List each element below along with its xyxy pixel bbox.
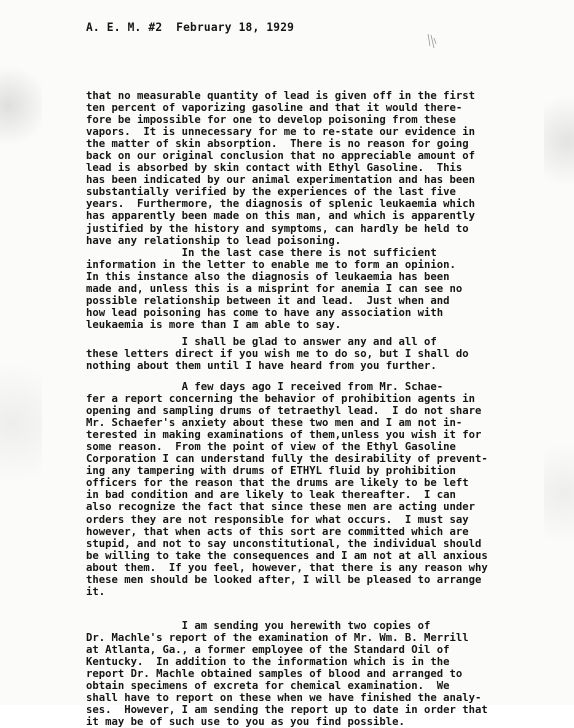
text-line: substantially verified by the experiences of the last five: [86, 186, 456, 199]
text-line: information in the letter to enable me to form an opinion.: [86, 259, 456, 272]
text-line: report Dr. Machle obtained samples of blood and arranged to: [86, 668, 463, 681]
text-line: I am sending you herewith two copies of: [86, 620, 431, 632]
text-line: possible relationship between it and lead. Just when and: [86, 295, 450, 308]
text-line: that no measurable quantity of lead is given off in the first: [86, 90, 476, 102]
text-line: the matter of skin absorption. There is no reason for going: [86, 138, 469, 151]
text-line: it.: [86, 585, 106, 598]
text-line: In the last case there is not sufficient: [86, 247, 437, 259]
text-line: Dr. Machle's report of the examination of Mr. Wm. B. Merrill: [86, 632, 469, 645]
text-line: orders they are not responsible for what occurs. I must say: [86, 513, 469, 526]
paragraph-prohibition-agents: [86, 381, 526, 598]
text-line: however, that when acts of this sort are committed which are: [86, 525, 469, 538]
text-line: ing any tampering with drums of ETHYL fluid by prohibition: [86, 465, 456, 478]
text-line: opening and sampling drums of tetraethyl lead. I do not share: [86, 405, 482, 418]
text-line: about them. If you feel, however, that there is any reason why: [86, 561, 488, 574]
text-line: Mr. Schaefer's anxiety about these two men and I am not in-: [86, 417, 463, 430]
paragraph-skin-absorption: [86, 90, 526, 247]
scan-shading-left: [0, 0, 42, 705]
text-line: these men should be looked after, I will be pleased to arrange: [86, 573, 482, 586]
text-line: some reason. From the point of view of the Ethyl Gasoline: [86, 441, 456, 454]
text-line: A few days ago I received from Mr. Schae-: [86, 381, 444, 393]
text-line: justified by the history and symptoms, can hardly be held to: [86, 222, 469, 235]
paragraph-machle-report: [86, 620, 526, 728]
text-line: has apparently been made on this man, and which is apparently: [86, 210, 476, 223]
text-line: made and, unless this is a misprint for anemia I can see no: [86, 283, 463, 296]
text-line: leukaemia is more than I am able to say.: [86, 319, 342, 332]
text-line: have any relationship to lead poisoning.: [86, 234, 342, 247]
text-line: also recognize the fact that since these men are acting under: [86, 501, 476, 514]
paragraph-answer-letters: [86, 336, 526, 372]
text-line: these letters direct if you wish me to do so, but I shall do: [86, 348, 469, 361]
text-line: terested in making examinations of them,unless you wish it for: [86, 429, 482, 442]
text-line: Corporation I can understand fully the desirability of prevent-: [86, 453, 488, 466]
text-line: years. Furthermore, the diagnosis of splenic leukaemia which: [86, 198, 476, 211]
text-line: fer a report concerning the behavior of prohibition agents in: [86, 393, 476, 406]
text-line: obtain specimens of excreta for chemical examination. We: [86, 680, 450, 693]
scan-shading-right: [544, 0, 574, 705]
text-line: at Atlanta, Ga., a former employee of the Standard Oil of: [86, 644, 450, 657]
text-line: I shall be glad to answer any and all of: [86, 336, 437, 348]
page-header: A. E. M. #2 February 18, 1929: [86, 21, 295, 34]
pencil-mark-icon: [425, 32, 439, 50]
text-line: it may be of such use to you as you find possible.: [86, 716, 405, 728]
text-line: be willing to take the consequences and I am not at all anxious: [86, 549, 488, 562]
text-line: stupid, and not to say unconstitutional, the individual should: [86, 537, 482, 550]
text-line: back on our original conclusion that no appreciable amount of: [86, 150, 476, 163]
text-line: In this instance also the diagnosis of leukaemia has been: [86, 271, 450, 284]
text-line: shall have to report on these when we have finished the analy-: [86, 692, 482, 705]
text-line: has been indicated by our animal experimentation and has been: [86, 174, 476, 187]
text-line: lead is absorbed by skin contact with Ethyl Gasoline. This: [86, 162, 463, 175]
text-line: ten percent of vaporizing gasoline and that it would there-: [86, 102, 463, 115]
text-line: Kentucky. In addition to the information which is in the: [86, 656, 450, 669]
text-line: ses. However, I am sending the report up to date in order that: [86, 704, 488, 717]
text-line: in bad condition and are likely to leak thereafter. I can: [86, 489, 456, 502]
text-line: nothing about them until I have heard from you further.: [86, 360, 437, 373]
paragraph-leukaemia-case: [86, 247, 526, 331]
text-line: fore be impossible for one to develop poisoning from these: [86, 114, 456, 127]
text-line: vapors. It is unnecessary for me to re-state our evidence in: [86, 126, 476, 139]
text-line: how lead poisoning has come to have any association with: [86, 307, 444, 320]
text-line: officers for the reason that the drums are likely to be left: [86, 477, 469, 490]
